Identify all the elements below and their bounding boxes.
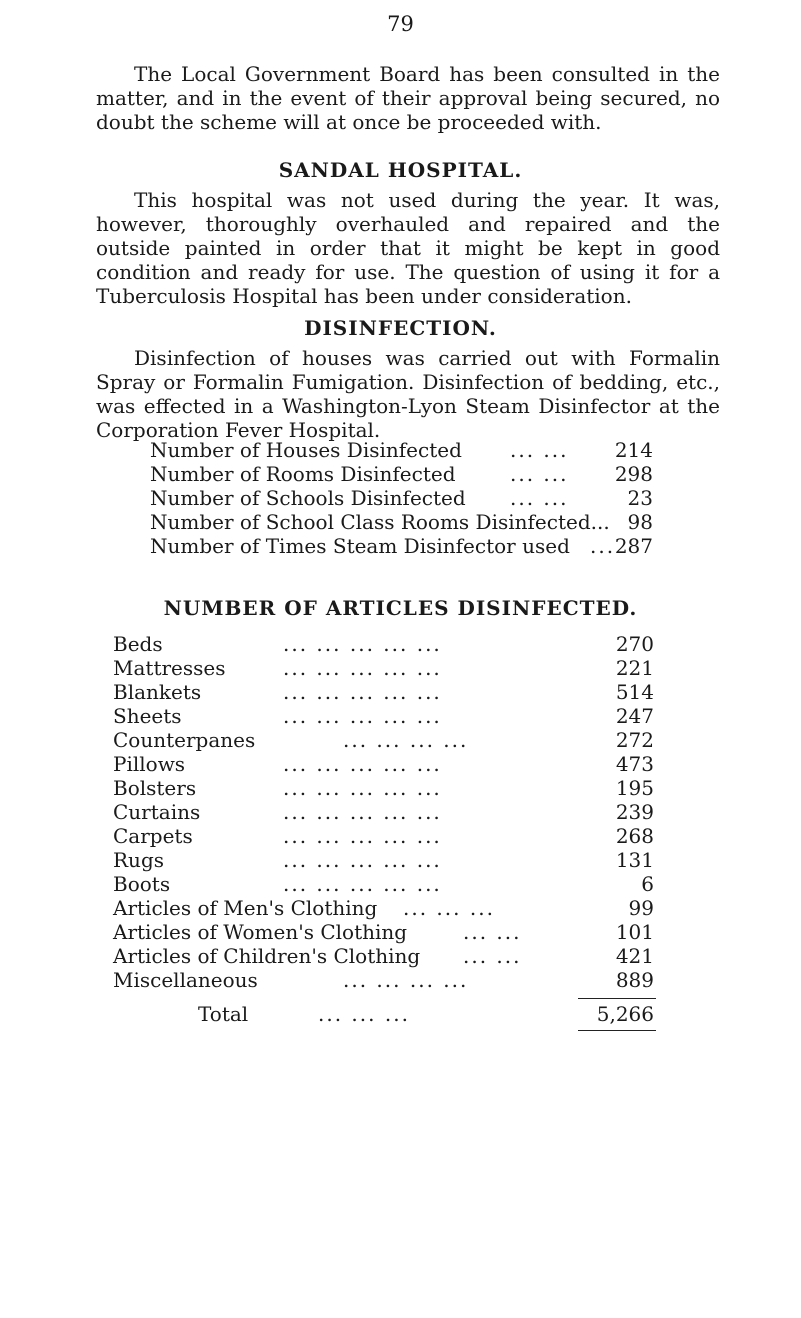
article-label: Curtains (113, 800, 201, 824)
stat-row (150, 462, 653, 486)
article-row (113, 944, 654, 968)
leader-dots: ... ... ... ... ... (283, 800, 442, 824)
article-value: 473 (615, 752, 654, 776)
leader-dots: ... ... ... ... (343, 728, 469, 752)
total-rule-top (578, 998, 656, 999)
article-label: Articles of Women's Clothing (113, 920, 408, 944)
article-value: 6 (641, 872, 654, 896)
leader-dots: ... ... (510, 486, 569, 510)
leader-dots: ... ... ... (403, 896, 495, 920)
stat-value: 23 (627, 486, 653, 510)
article-label: Boots (113, 872, 171, 896)
stat-value: 298 (614, 462, 653, 486)
disinfection-heading: DISINFECTION. (304, 316, 497, 340)
article-row (113, 704, 654, 728)
stat-row (150, 534, 653, 558)
article-label: Miscellaneous (113, 968, 258, 992)
leader-dots: ... ... ... ... ... (283, 872, 442, 896)
article-row (113, 680, 654, 704)
article-label: Articles of Men's Clothing (113, 896, 378, 920)
article-label: Counterpanes (113, 728, 256, 752)
article-row (113, 800, 654, 824)
article-value: 131 (615, 848, 654, 872)
sandal-hospital-paragraph: This hospital was not used during the year. It was, however, thoroughly overhauled and repaired and the outside painted in order that it might be kept in good condition and ready for use. The question of using it for a Tuberculosis Hospital has been under consideration. (96, 188, 720, 308)
article-label: Sheets (113, 704, 182, 728)
article-row (113, 752, 654, 776)
total-label: Total (198, 1002, 249, 1026)
stat-row (150, 438, 653, 462)
article-label: Beds (113, 632, 163, 656)
article-row (113, 848, 654, 872)
article-row (113, 824, 654, 848)
article-value: 272 (615, 728, 654, 752)
article-row (113, 776, 654, 800)
stat-value: 287 (614, 534, 653, 558)
article-row (113, 968, 654, 992)
article-label: Pillows (113, 752, 186, 776)
article-row (113, 632, 654, 656)
stat-value: 214 (614, 438, 653, 462)
stat-row (150, 510, 653, 534)
disinfection-paragraph: Disinfection of houses was carried out with Formalin Spray or Formalin Fumigation. Disinfection of bedding, etc., was effected in a Washington-Lyon Steam Disinfector at the Corporation Fever Hospital. (96, 346, 720, 442)
article-value: 514 (615, 680, 654, 704)
leader-dots: ... ... ... ... ... (283, 680, 442, 704)
article-value: 239 (615, 800, 654, 824)
article-value: 247 (615, 704, 654, 728)
stat-label: Number of Schools Disinfected (150, 486, 466, 510)
total-value: 5,266 (596, 1002, 654, 1026)
total-row (198, 1002, 654, 1026)
leader-dots: ... ... (463, 920, 522, 944)
article-row (113, 896, 654, 920)
article-value: 421 (615, 944, 654, 968)
article-row (113, 920, 654, 944)
leader-dots: ... ... (463, 944, 522, 968)
article-label: Articles of Children's Clothing (113, 944, 421, 968)
leader-dots: ... ... ... ... ... (283, 752, 442, 776)
article-value: 221 (615, 656, 654, 680)
leader-dots: ... (590, 534, 616, 558)
sandal-hospital-heading: SANDAL HOSPITAL. (278, 158, 523, 182)
article-value: 889 (615, 968, 654, 992)
article-row (113, 656, 654, 680)
total-rule-bottom (578, 1030, 656, 1031)
stat-row (150, 486, 653, 510)
intro-paragraph: The Local Government Board has been consulted in the matter, and in the event of their approval being secured, no doubt the scheme will at once be proceeded with. (96, 62, 720, 134)
leader-dots: ... ... ... ... ... (283, 656, 442, 680)
article-label: Mattresses (113, 656, 226, 680)
page-number: 79 (387, 12, 414, 36)
article-value: 270 (615, 632, 654, 656)
article-label: Bolsters (113, 776, 197, 800)
stat-label: Number of Houses Disinfected (150, 438, 462, 462)
leader-dots: ... ... ... ... ... (283, 776, 442, 800)
stat-label: Number of School Class Rooms Disinfected... (150, 510, 610, 534)
leader-dots: ... ... ... ... ... (283, 632, 442, 656)
stat-value: 98 (627, 510, 653, 534)
leader-dots: ... ... ... (318, 1002, 410, 1026)
article-label: Rugs (113, 848, 165, 872)
stat-label: Number of Rooms Disinfected (150, 462, 456, 486)
article-label: Blankets (113, 680, 202, 704)
leader-dots: ... ... ... ... ... (283, 704, 442, 728)
article-value: 195 (615, 776, 654, 800)
article-value: 268 (615, 824, 654, 848)
article-row (113, 872, 654, 896)
leader-dots: ... ... ... ... (343, 968, 469, 992)
leader-dots: ... ... ... ... ... (283, 848, 442, 872)
leader-dots: ... ... (510, 462, 569, 486)
stat-label: Number of Times Steam Disinfector used (150, 534, 570, 558)
articles-heading: NUMBER OF ARTICLES DISINFECTED. (163, 596, 638, 620)
article-row (113, 728, 654, 752)
article-value: 99 (628, 896, 654, 920)
article-label: Carpets (113, 824, 193, 848)
article-value: 101 (615, 920, 654, 944)
leader-dots: ... ... ... ... ... (283, 824, 442, 848)
leader-dots: ... ... (510, 438, 569, 462)
